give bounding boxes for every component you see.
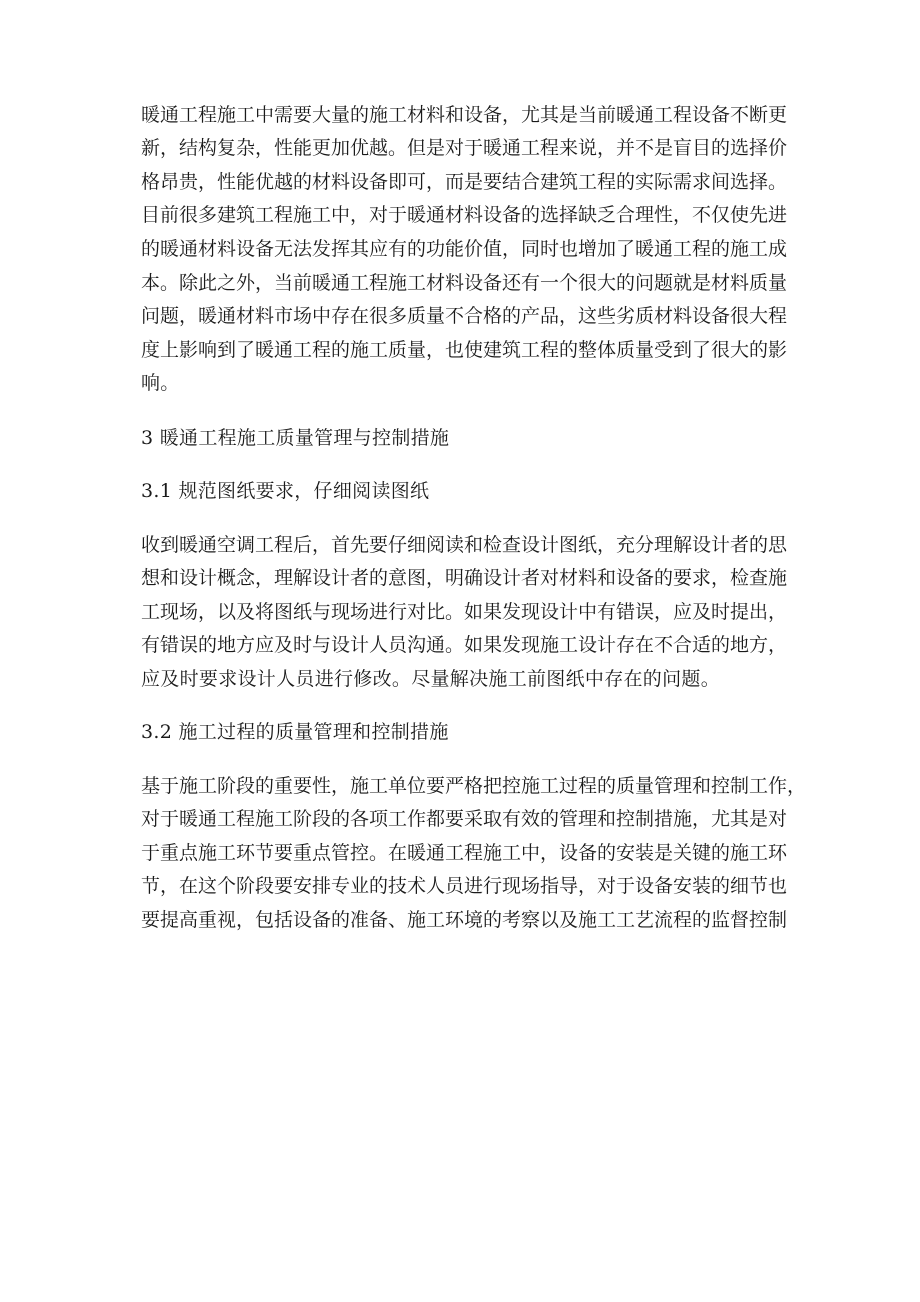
paragraph-1-line-7: 问题，暖通材料市场中存在很多质量不合格的产品，这些劣质材料设备很大程 <box>141 305 788 327</box>
paragraph-3-line-5: 要提高重视，包括设备的准备、施工环境的考察以及施工工艺流程的监督控制 <box>141 909 788 931</box>
paragraph-3-line-2: 对于暖通工程施工阶段的各项工作都要采取有效的管理和控制措施，尤其是对 <box>141 808 788 830</box>
paragraph-3-line-4: 节，在这个阶段要安排专业的技术人员进行现场指导，对于设备安装的细节也 <box>141 875 788 897</box>
paragraph-2-line-3: 工现场，以及将图纸与现场进行对比。如果发现设计中有错误，应及时提出， <box>141 601 788 623</box>
section-heading-3-1: 3.1 规范图纸要求，仔细阅读图纸 <box>141 480 430 502</box>
paragraph-1-line-4: 目前很多建筑工程施工中，对于暖通材料设备的选择缺乏合理性，不仅使先进 <box>141 204 788 226</box>
section-heading-3-2: 3.2 施工过程的质量管理和控制措施 <box>141 721 449 743</box>
paragraph-3-line-3: 于重点施工环节要重点管控。在暖通工程施工中，设备的安装是关键的施工环 <box>141 842 788 864</box>
paragraph-2-line-5: 应及时要求设计人员进行修改。尽量解决施工前图纸中存在的问题。 <box>141 668 721 690</box>
paragraph-1-line-1: 暖通工程施工中需要大量的施工材料和设备，尤其是当前暖通工程设备不断更 <box>141 104 788 126</box>
paragraph-2-line-4: 有错误的地方应及时与设计人员沟通。如果发现施工设计存在不合适的地方， <box>141 634 788 656</box>
paragraph-1-line-3: 格昂贵，性能优越的材料设备即可，而是要结合建筑工程的实际需求间选择。 <box>141 171 788 193</box>
paragraph-1-line-2: 新，结构复杂，性能更加优越。但是对于暖通工程来说，并不是盲目的选择价 <box>141 137 788 159</box>
paragraph-1-line-9: 响。 <box>141 372 180 394</box>
paragraph-2-line-1: 收到暖通空调工程后，首先要仔细阅读和检查设计图纸，充分理解设计者的思 <box>141 534 788 556</box>
paragraph-3-line-1: 基于施工阶段的重要性，施工单位要严格把控施工过程的质量管理和控制工作， <box>141 775 807 797</box>
paragraph-1-line-5: 的暖通材料设备无法发挥其应有的功能价值，同时也增加了暖通工程的施工成 <box>141 238 788 260</box>
section-heading-3: 3 暖通工程施工质量管理与控制措施 <box>141 427 450 449</box>
paragraph-1-line-8: 度上影响到了暖通工程的施工质量，也使建筑工程的整体质量受到了很大的影 <box>141 339 788 361</box>
paragraph-1-line-6: 本。除此之外，当前暖通工程施工材料设备还有一个很大的问题就是材料质量 <box>141 272 788 294</box>
paragraph-2-line-2: 想和设计概念，理解设计者的意图，明确设计者对材料和设备的要求，检查施 <box>141 567 788 589</box>
